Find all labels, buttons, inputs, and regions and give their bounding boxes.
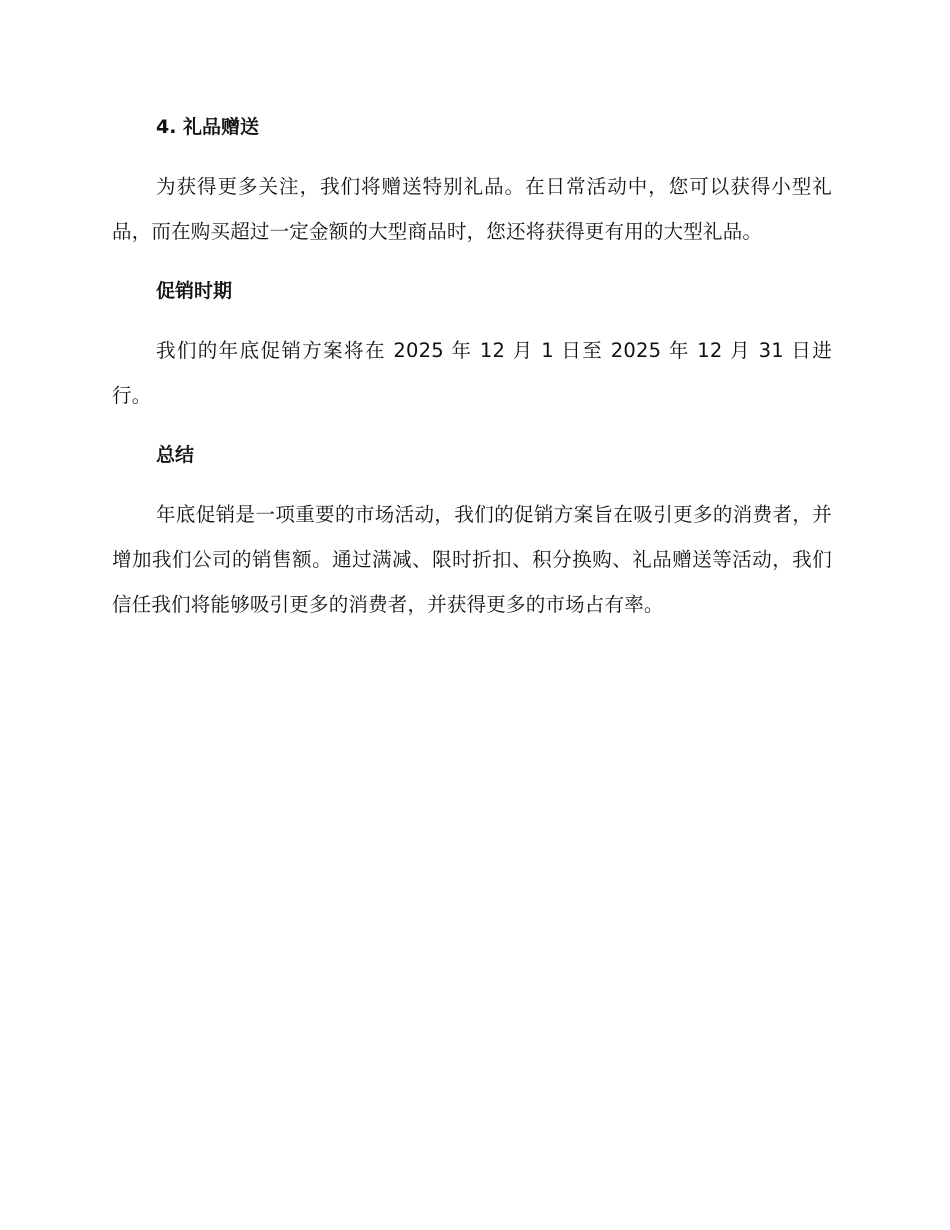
document-page [112, 112, 832, 649]
section-paragraph-summary: 年底促销是一项重要的市场活动，我们的促销方案旨在吸引更多的消费者，并增加我们公司的销售额。通过满减、限时折扣、积分换购、礼品赠送等活动，我们信任我们将能够吸引更多的消费者，并获得更多的市场占有率。 [112, 503, 832, 616]
section-paragraph-gift: 为获得更多关注，我们将赠送特别礼品。在日常活动中，您可以获得小型礼品，而在购买超过一定金额的大型商品时，您还将获得更有用的大型礼品。 [112, 175, 832, 243]
section-gift [112, 112, 832, 254]
section-paragraph-period: 我们的年底促销方案将在 2025 年 12 月 1 日至 2025 年 12 月 31 日进行。 [112, 339, 832, 407]
section-heading-gift: 4. 礼品赠送 [156, 116, 260, 138]
section-period [112, 276, 832, 418]
section-heading-period: 促销时期 [156, 280, 233, 302]
section-summary [112, 440, 832, 627]
section-heading-summary: 总结 [156, 444, 195, 466]
